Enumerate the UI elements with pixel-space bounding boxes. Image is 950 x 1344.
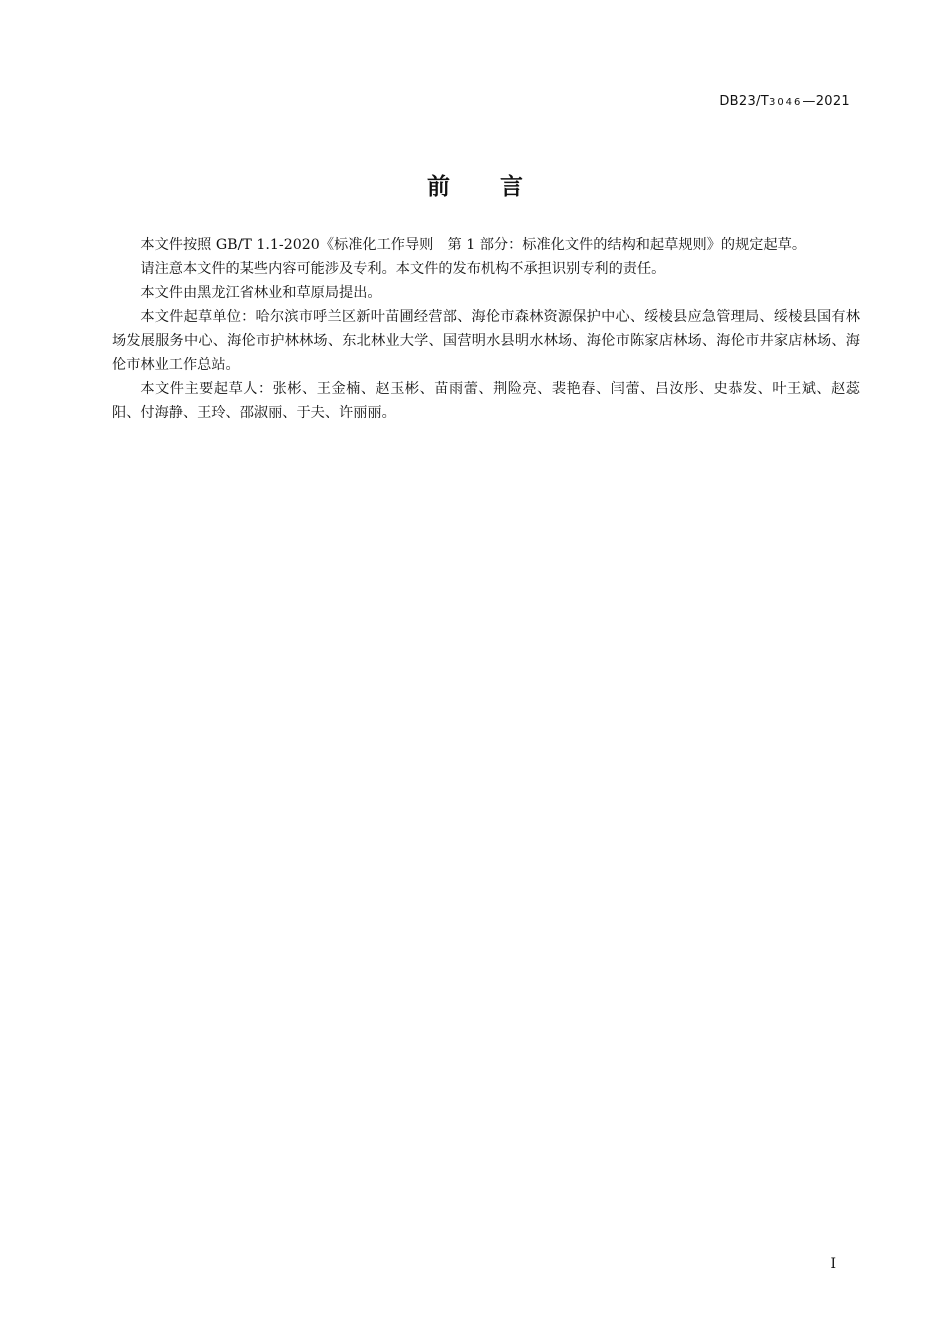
document-code-prefix: DB23/T bbox=[719, 94, 769, 109]
document-code-number: 3046 bbox=[768, 97, 803, 108]
paragraph-drafting-basis: 本文件按照 GB/T 1.1-2020《标准化工作导则 第 1 部分：标准化文件的结构和起草规则》的规定起草。 bbox=[140, 237, 807, 253]
page-title: 前言 bbox=[427, 174, 573, 200]
document-code-year: —2021 bbox=[802, 94, 850, 109]
paragraph-proposer: 本文件由黑龙江省林业和草原局提出。 bbox=[140, 285, 382, 301]
page-number: I bbox=[830, 1256, 836, 1272]
document-code bbox=[719, 94, 850, 109]
paragraph-patent-notice: 请注意本文件的某些内容可能涉及专利。本文件的发布机构不承担识别专利的责任。 bbox=[140, 261, 666, 277]
paragraph-drafting-units: 本文件起草单位：哈尔滨市呼兰区新叶苗圃经营部、海伦市森林资源保护中心、绥棱县应急管理局、绥棱县国有林场发展服务中心、海伦市护林林场、东北林业大学、国营明水县明水林场、海伦市陈家店林场、海伦市井家店林场、海伦市林业工作总站。 bbox=[112, 309, 860, 373]
foreword-body bbox=[112, 233, 860, 425]
paragraph-drafters: 本文件主要起草人：张彬、王金楠、赵玉彬、苗雨蕾、荆险亮、裴艳春、闫蕾、吕汝彤、史恭发、叶王斌、赵蕊阳、付海静、王玲、邵淑丽、于夫、许丽丽。 bbox=[112, 381, 860, 421]
